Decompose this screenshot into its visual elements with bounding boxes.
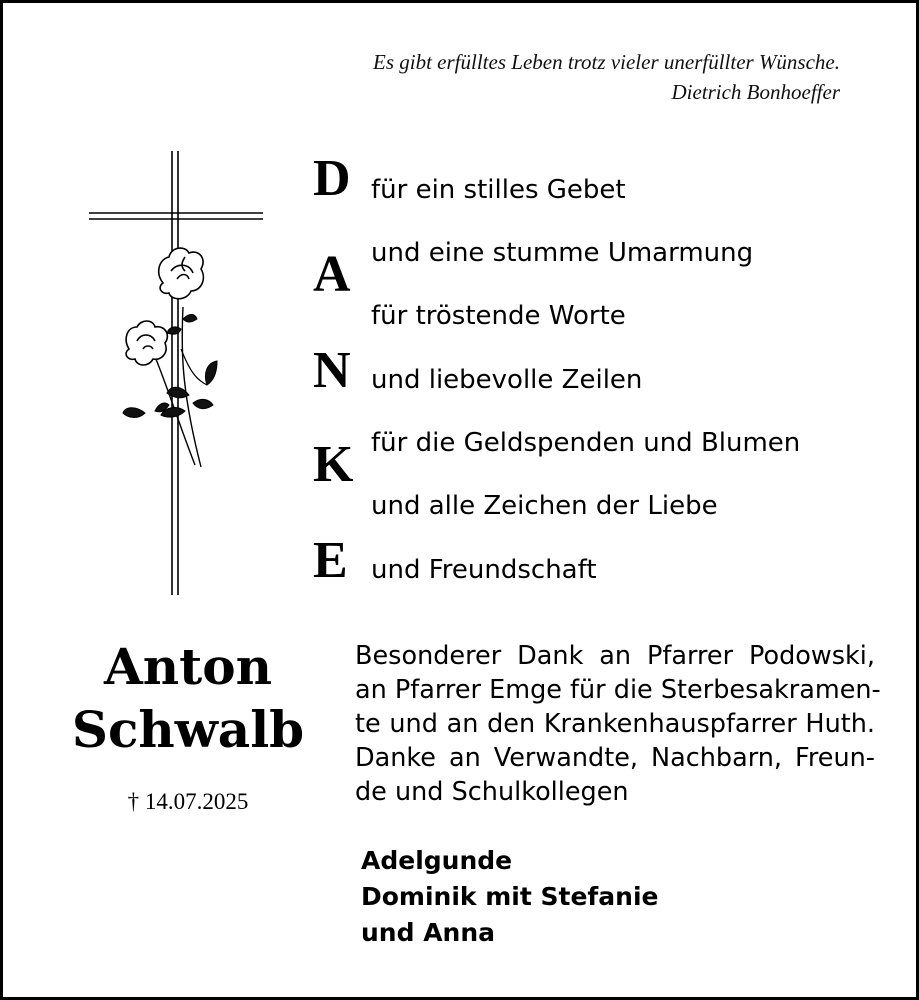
danke-line-2: und eine stumme Umarmung bbox=[371, 238, 754, 268]
acrostic-letter-a: A bbox=[313, 246, 351, 303]
acrostic-letter-e: E bbox=[313, 532, 348, 589]
acrostic-letter-k: K bbox=[313, 436, 354, 493]
danke-line-4: und liebevolle Zeilen bbox=[371, 365, 643, 395]
signer: Adelgunde bbox=[361, 846, 513, 875]
danke-line-6: und alle Zeichen der Liebe bbox=[371, 491, 718, 521]
thanks-line: Besonderer Dank an Pfarrer Podowski, bbox=[355, 641, 875, 671]
quote-author: Dietrich Bonhoeffer bbox=[671, 80, 840, 104]
quote-text: Es gibt erfülltes Leben trotz vieler unerfüllter Wünsche. bbox=[373, 50, 840, 74]
cross-with-rose-icon bbox=[85, 149, 267, 597]
thanks-line: de und Schulkollegen bbox=[355, 777, 629, 807]
death-date: † 14.07.2025 bbox=[127, 789, 249, 814]
bonhoeffer-quote bbox=[373, 47, 840, 107]
danke-line-7: und Freundschaft bbox=[371, 555, 597, 585]
deceased-last-name: Schwalb bbox=[71, 700, 305, 759]
signer: Dominik mit Stefanie bbox=[361, 882, 659, 911]
acrostic-letter-n: N bbox=[313, 342, 351, 399]
acrostic-letter-d: D bbox=[313, 150, 351, 207]
danke-line-3: für tröstende Worte bbox=[371, 301, 626, 331]
signer: und Anna bbox=[361, 918, 496, 947]
thanks-line: te und an den Krankenhauspfarrer Huth. bbox=[355, 709, 875, 739]
thanks-paragraph bbox=[355, 639, 881, 809]
thanks-line: Danke an Verwandte, Nachbarn, Freun- bbox=[355, 743, 875, 773]
signers bbox=[361, 843, 659, 951]
deceased-first-name: Anton bbox=[104, 637, 272, 696]
thanks-line: an Pfarrer Emge für die Sterbesakramen- bbox=[355, 675, 881, 705]
danke-line-5: für die Geldspenden und Blumen bbox=[371, 428, 801, 458]
danke-line-1: für ein stilles Gebet bbox=[371, 175, 626, 205]
